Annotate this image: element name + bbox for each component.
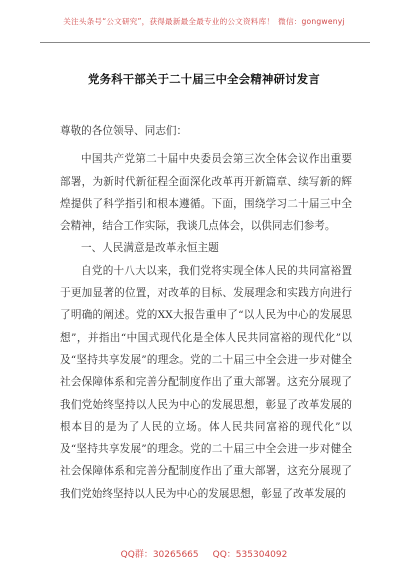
document-title: 党务科干部关于二十届三中全会精神研讨发言	[88, 72, 320, 86]
section-heading: 一、人民满意是改革永恒主题	[81, 242, 219, 255]
top-banner	[0, 16, 408, 27]
footer-qq: QQ：535304092	[212, 550, 288, 560]
salutation: 尊敬的各位领导、同志们：	[60, 125, 188, 137]
banner-promo-text: 关注头条号“公文研究”，获得最新最全最专业的公文资料库！	[63, 17, 275, 26]
footer-contact	[0, 547, 408, 560]
body-paragraph: 自党的十八大以来，我们党将实现全体人民的共同富裕置于更加显著的位置，对改革的目标、发展理念和实践方向进行了明确的阐述。党的XX大报告重申了“以人民为中心的发展思想”，并指出“中国式现代化是全体人民共同富裕的现代化”以及“坚持共享发展”的理念。党的二十届三中全会进一步对健全社会保障体系和完善分配制度作出了重大部署。这充分展现了我们党始终坚持以人民为中心的发展思想，彰显了改革发展的根本目的是为了人民的立场。体人民共同富裕的现代化”以及“坚持共享发展”的理念。党的二十届三中全会进一步对健全社会保障体系和完善分配制度作出了重大部署，这充分展现了我们党始终坚持以人民为中心的发展思想，彰显了改革发展的	[60, 264, 352, 500]
body-paragraph: 中国共产党第二十届中央委员会第三次全体会议作出重要部署，为新时代新征程全面深化改革再开新篇章、续写新的辉煌提供了科学指引和根本遵循。下面，围绕学习二十届三中全会精神，结合工作实际，我谈几点体会，以供同志们参考。	[60, 153, 352, 233]
header-divider	[40, 42, 370, 43]
banner-wechat-text: 微信：gongwenyj	[278, 17, 345, 26]
document-body	[60, 120, 352, 505]
footer-qq-group: QQ群：30265665	[120, 550, 199, 560]
